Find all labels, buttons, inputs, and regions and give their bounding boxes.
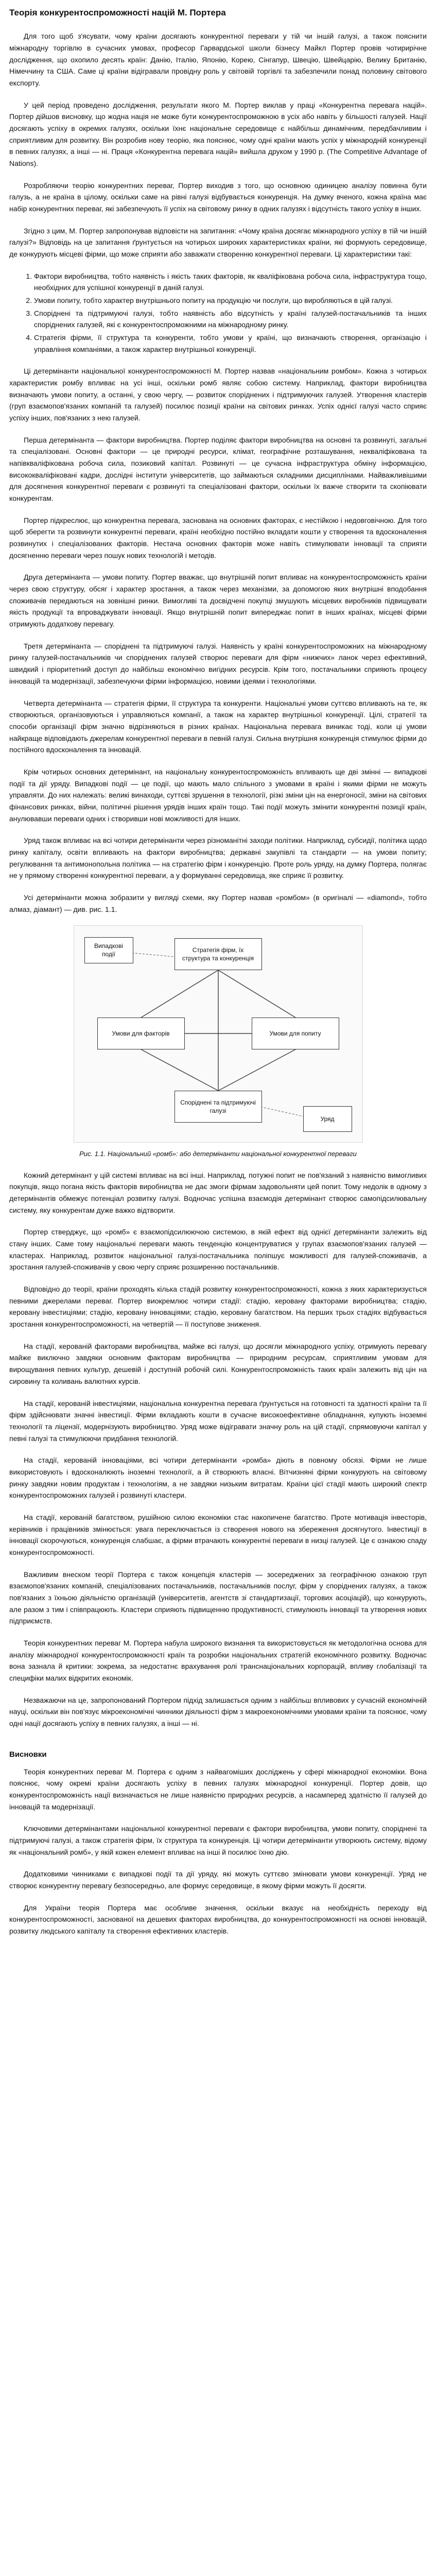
paragraph: Портер стверджує, що «ромб» є взаємопідсилюючою системою, в якій ефект від однієї детермінанти залежить від стану інших. Саме тому національні переваги мають тенденцію концентруватися у групах взаємопов'язаних галузей — кластерах. Наприклад, розвиток національної галузі-постачальника поліпшує можливості для галузей-споживачів, а зростання галузей-споживачів у свою чергу сприяє розширенню постачальників. [9, 1228, 427, 1272]
connector-line [141, 1049, 218, 1091]
paragraph: Важливим внеском теорії Портера є також концепція кластерів — зосереджених за географічною ознакою груп взаємопов'язаних компаній, спеціалізованих постачальників, постачальників послуг, фірм у споріднених галузях, а також пов'язаних з їхньою діяльністю організацій (університетів, агентств зі стандартизації, торгових асоціацій), що конкурують, але разом з тим і співпрацюють. Кластери сприяють підвищенню продуктивності, стимулюють інновації та утворення нових підприємств. [9, 1570, 427, 1625]
paragraph: Друга детермінанта — умови попиту. Портер вважає, що внутрішній попит впливає на конкурентоспроможність країни через свою структуру, обсяг і характер зростання, а також через механізми, за допомогою яких внутрішні вподобання споживачів передаються на зовнішні ринки. Вимогливі та досвідчені покупці змушують місцевих виробників підвищувати якість продукції та впроваджувати інновації. Якщо внутрішній попит випереджає попит в інших країнах, місцеві фірми отримують додаткову перевагу. [9, 573, 427, 629]
paragraph: Додатковими чинниками є випадкові події та дії уряду, які можуть суттєво змінювати умови конкуренції. Уряд не створює конкурентну перевагу безпосередньо, але формує середовище, в якому фірми можуть її досягти. [9, 1870, 427, 1890]
document-title: Теорія конкурентоспроможності націй М. Портера [9, 8, 226, 18]
diamond-figure [9, 925, 427, 1159]
paragraph: Крім чотирьох основних детермінант, на національну конкурентоспроможність впливають ще дві змінні — випадкові події та дії уряду. Випадкові події — це події, що мають мало спільного з умовами в країні і якими фірми не можуть управляти. До них належать: великі винаходи, суттєві зрушення в технології, різкі зміни цін на енергоносії, зміни на світових фінансових ринках, війни, політичні рішення урядів інших країн тощо. Такі події можуть змінити конкурентні позиції країн, анулювавши переваги одних і створивши нові можливості для інших. [9, 767, 427, 823]
list-item: 1. Фактори виробництва, тобто наявність і якість таких факторів, як кваліфікована робоча сила, інфраструктура тощо, необхідних для успішної конкуренції в даній галузі. [34, 270, 427, 294]
paragraph: Теорія конкурентних переваг М. Портера набула широкого визнання та використовується як методологічна основа для аналізу міжнародної конкурентоспроможності країн та розробки національних стратегій економічного розвитку. Водночас вона зазнала й критики: зокрема, за недостатнє врахування ролі транснаціональних корпорацій, впливу глобалізації та специфіки малих відкритих економік. [9, 1638, 427, 1682]
paragraph: Портер підкреслює, що конкурентна перевага, заснована на основних факторах, є нестійкою і недовговічною. Для того щоб зберегти та розвинути конкурентні переваги, країні необхідно постійно вкладати кошти у створення та вдосконалення розвинутих і спеціалізованих факторів. Нестача основних факторів може навіть стимулювати інновації та сприяти досягненню переваги через пошук нових технологій і методів. [9, 516, 427, 560]
list-item: 3. Споріднені та підтримуючі галузі, тобто наявність або відсутність у країні галузей-постачальників та інших споріднених галузей, які є конкурентоспроможними на міжнародному ринку. [34, 308, 427, 331]
connector-line [262, 1107, 308, 1117]
paragraph: Для України теорія Портера має особливе значення, оскільки вказує на необхідність переходу від конкурентоспроможності, заснованої на дешевих факторах виробництва, до конкурентоспроможності на основі інновацій, розвитку людського капіталу та створення ефективних кластерів. [9, 1903, 427, 1936]
paragraph: На стадії, керованій факторами виробництва, майже всі галузі, що досягли міжнародного успіху, отримують перевагу майже виключно завдяки основним факторам виробництва — природним ресурсам, сприятливим умовам для вирощування певних культур, дешевій і доступній робочій силі. Конкурентоспроможність таких країн залежить від цін на сировину та коливань валютних курсів. [9, 1342, 427, 1385]
paragraph: Кожний детермінант у цій системі впливає на всі інші. Наприклад, потужні попит не пов'язаний з наявністю вимогливих покупців, якщо погана якість факторів виробництва не дає змоги фірмам задовольняти цей попит. Тому недолік в одному з детермінантів обмежує потенціал розвитку галузі. Водночас успішна взаємодія детермінант створює самопідсилювальну систему, яку конкурентам дуже важко відтворити. [9, 1171, 427, 1214]
paragraph: Третя детермінанта — споріднені та підтримуючі галузі. Наявність у країні конкурентоспроможних на міжнародному ринку галузей-постачальників чи споріднених галузей створює переваги для фірм «нижчих» ланок через ефективний, швидкий і пріоритетний доступ до найбільш економічно вигідних ресурсів. Крім того, постачальники сприяють процесу інновацій та модернізації, забезпечуючи фірми інформацією, новими ідеями і технологіями. [9, 641, 427, 685]
figure-caption: Рис. 1.1. Національний «ромб»: або детермінанти національної конкурентної переваги [79, 1150, 357, 1158]
paragraph: Згідно з цим, М. Портер запропонував відповісти на запитання: «Чому країна досягає міжнародного успіху в тій чи іншій галузі?» Відповідь на це запитання ґрунтується на чотирьох широких характеристиках країни, які формують середовище, де конкурують місцеві фірми, що може сприяти або заважати створенню конкурентної переваги. Ці характеристики такі: [9, 226, 427, 258]
paragraph: Уряд також впливає на всі чотири детермінанти через різноманітні заходи політики. Наприклад, субсидії, політика щодо ринку капіталу, освіти впливають на фактори виробництва; державні закупівлі та стандарти — на умови попиту; регулювання та антимонопольна політика — на стратегію фірм і конкуренцію. Проте роль уряду, на думку Портера, полягає не у прямому створенні конкурентної переваги, а у формуванні середовища, яке сприяє її розвитку. [9, 836, 427, 880]
paragraph: Незважаючи на це, запропонований Портером підхід залишається одним з найбільш впливових у сучасній економічній науці, оскільки він пов'язує мікроекономічні чинники діяльності фірм з макроекономічними умовами країни та пояснює, чому одні нації досягають успіху в певних галузях, а інші — ні. [9, 1696, 427, 1727]
diagram-node-strategy: Стратегія фірм, їх структура та конкуренція [175, 938, 262, 970]
paragraph: На стадії, керованій багатством, рушійною силою економіки стає накопичене багатство. Проте мотивація інвесторів, керівників і працівників змінюється: увага переключається із створення нового на збереження досягнутого. Інвестиції в інновації скорочуються, конкуренція слабшає, а фірми втрачають конкурентні переваги в низці галузей. Це є ознакою спаду конкурентоспроможності. [9, 1513, 427, 1556]
paragraph: Ключовими детермінантами національної конкурентної переваги є фактори виробництва, умови попиту, споріднені та підтримуючі галузі, а також стратегія фірм, їх структура та конкуренція. Ці чотири детермінанти утворюють систему, відому як «національний ромб», у якій кожен елемент впливає на інші й посилює їхню дію. [9, 1824, 427, 1856]
connector-line [218, 1049, 295, 1091]
paragraph: Перша детермінанта — фактори виробництва. Портер поділяє фактори виробництва на основні та розвинуті, загальні та спеціалізовані. Основні фактори — це природні ресурси, клімат, географічне розташування, некваліфікована та напівкваліфікована робоча сила, позиковий капітал. Розвинуті — це сучасна інфраструктура обміну інформацією, висококваліфіковані кадри, дослідні інститути університетів, що займаються складними дисциплінами. Найважливішими для досягнення конкурентної переваги є розвинуті та спеціалізовані фактори, оскільки їх важче створити та скопіювати конкурентам. [9, 435, 427, 503]
paragraph: Четверта детермінанта — стратегія фірми, її структура та конкуренти. Національні умови суттєво впливають на те, як створюються, організовуються і управляються компанії, а також на характер внутрішньої конкуренції. Цілі, стратегії та способи організації фірм значно відрізняються в різних країнах. Національна перевага виникає тоді, коли ці умови найкраще відповідають джерелам конкурентної переваги в певній галузі. Сильна внутрішня конкуренція стимулює фірми до постійного вдосконалення та інновацій. [9, 699, 427, 754]
diamond-diagram [74, 925, 363, 1143]
paragraph: Усі детермінанти можна зобразити у вигляді схеми, яку Портер назвав «ромбом» (в оригіналі — «diamond», тобто алмаз, діамант) — див. рис. 1.1. [9, 893, 427, 913]
paragraph: На стадії, керованій інноваціями, всі чотири детермінанти «ромба» діють в повному обсязі. Фірми не лише використовують і вдосконалюють іноземні технології, а й створюють власні. Вітчизняні фірми конкурують на світовому ринку завдяки новим продуктам і технологіям, а не завдяки низьким витратам. Країни цієї стадії мають широкий спектр конкурентоспроможних галузей і розвинуті кластери. [9, 1456, 427, 1500]
diagram-node-government: Уряд [303, 1106, 352, 1132]
diagram-node-chance: Випадкові події [84, 937, 133, 963]
diagram-node-factors: Умови для факторів [97, 1018, 185, 1049]
connector-line [128, 953, 175, 957]
paragraph: Теорія конкурентних переваг М. Портера є одним з найвагоміших досліджень у сфері міжнародної економіки. Вона пояснює, чому окремі країни досягають успіху в певних галузях міжнародної конкуренції. Портер довів, що конкурентоспроможність нації визначається не лише наявністю природних ресурсів, а насамперед здатністю її галузей до інновацій та модернізації. [9, 1767, 427, 1811]
paragraph: На стадії, керованій інвестиціями, національна конкурентна перевага ґрунтується на готовності та здатності країни та її фірм здійснювати значні інвестиції. Фірми вкладають кошти в сучасне високоефективне обладнання, купують іноземні технології та ліцензії, модернізують виробництво. Уряд може відігравати значну роль на цій стадії, спрямовуючи капітал у певні галузі та стимулюючи придбання технологій. [9, 1399, 427, 1443]
paragraph: Для того щоб з'ясувати, чому країни досягають конкурентної переваги у тій чи іншій галузі, а також пояснити міжнародну торгівлю в сучасних умовах, професор Гарвардської школи бізнесу Майкл Портер провів чотирирічне дослідження, що охопило десять країн: Данію, Італію, Японію, Корею, Сінгапур, Швецію, Швейцарію, Велику Британію, Німеччину та США. Саме ці країни відігравали провідну роль у світовій торгівлі та забезпечили понад половину світового експорту. [9, 32, 427, 87]
list-item: 2. Умови попиту, тобто характер внутрішнього попиту на продукцію чи послуги, що виробляються в цій галузі. [34, 295, 427, 307]
list-item: 4. Стратегія фірми, її структура та конкуренти, тобто умови у країні, що визначають створення, організацію і управління компаніями, а також характер внутрішньої конкуренції. [34, 332, 427, 355]
paragraph: Ці детермінанти національної конкурентоспроможності М. Портер назвав «національним ромбом». Кожна з чотирьох характеристик ромбу впливає на усі інші, оскільки ромб являє собою систему. Наприклад, фактори виробництва визначають умови попиту, а останні, у свою чергу, — розвиток споріднених і підтримуючих галузей. Утворення кластерів (груп взаємопов'язаних компаній та галузей) посилює позиції країни на світових ринках. Успіх однієї галузі часто сприяє успіху інших, пов'язаних з нею галузей. [9, 367, 427, 422]
determinants-list [9, 270, 427, 355]
paragraph: Відповідно до теорії, країни проходять кілька стадій розвитку конкурентоспроможності, кожна з яких характеризується певними джерелами переваг. Портер виокремлює чотири стадії: стадію, керовану факторами виробництва; стадію, керовану інвестиціями; стадію, керовану інноваціями; стадію, керовану багатством. На перших трьох стадіях відбувається зростання конкурентоспроможності, на четвертій — її поступове зниження. [9, 1285, 427, 1329]
connector-line [141, 970, 218, 1018]
paragraph: У цей період проведено дослідження, результати якого М. Портер виклав у праці «Конкурентна перевага націй». Портер дійшов висновку, що жодна нація не може бути конкурентоспроможною в усіх або навіть у більшості галузей. Нації досягають успіху в окремих галузях, оскільки їхнє національне середовище є найбільш динамічним, передбачливим і сприятливим для розвитку. Він розробив нову теорію, яка пояснює, чому одні країни мають успіх у міжнародній конкуренції в певних галузях, а інші — ні. Праця «Конкурентна перевага націй» вийшла друком у 1990 р. (The Competitive Advantage of Nations). [9, 100, 427, 167]
connector-line [218, 970, 295, 1018]
diagram-node-demand: Умови для попиту [252, 1018, 339, 1049]
diagram-node-related-industries: Споріднені та підтримуючі галузі [175, 1091, 262, 1123]
section-heading: Висновки [9, 1750, 47, 1759]
paragraph: Розробляючи теорію конкурентних переваг, Портер виходив з того, що основною одиницею аналізу повинна бути галузь, а не країна в цілому, оскільки саме на рівні галузі відбувається конкуренція. На думку вченого, кожна країна має набір конкурентних переваг, які забезпечують її успіх на світовому ринку в одних галузях і відсутність такого успіху в інших. [9, 181, 427, 213]
